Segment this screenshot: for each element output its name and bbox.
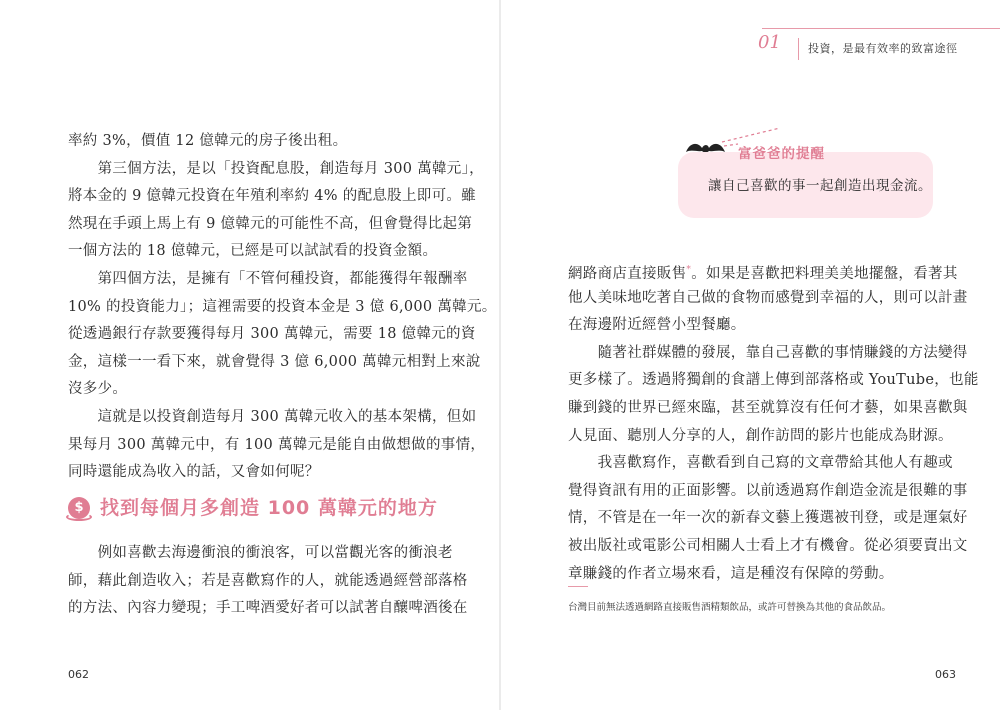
right-body-line: 他人美味地吃著自己做的食物而感覺到幸福的人，則可以計畫	[568, 289, 968, 306]
right-body-line: 情，不管是在一年一次的新春文藝上獲選被刊登，或是運氣好	[568, 510, 968, 527]
right-body-line: 人見面、聽別人分享的人，創作訪問的影片也能成為財源。	[568, 427, 953, 444]
left-body-line: 第四個方法，是擁有「不管何種投資，都能獲得年報酬率	[68, 271, 468, 287]
section-body-line: 師，藉此創造收入；若是喜歡寫作的人，就能透過經營部落格	[68, 572, 468, 589]
left-body-line: 這就是以投資創造每月 300 萬韓元收入的基本架構，但如	[68, 409, 477, 425]
tip-text: 讓自己喜歡的事一起創造出現金流。	[708, 178, 932, 194]
right-body-line: 章賺錢的作者立場來看，這是種沒有保障的勞動。	[568, 565, 894, 582]
chapter-title: 投資，是最有效率的致富途徑	[808, 42, 958, 55]
chapter-header-divider	[798, 38, 799, 60]
left-body-line: 沒多少。	[68, 381, 128, 398]
right-body-line: 被出版社或電影公司相關人士看上才有機會。從必須要賣出文	[568, 538, 968, 554]
chapter-number: 01	[758, 32, 781, 53]
left-body-line: 率約 3%，價值 12 億韓元的房子後出租。	[68, 133, 348, 149]
right-body-line: 我喜歡寫作，喜歡看到自己寫的文章帶給其他人有趣或	[568, 455, 953, 472]
left-body-line: 10% 的投資能力」；這裡需要的投資本金是 3 億 6,000 萬韓元。	[68, 298, 497, 315]
right-body-line: 更多樣了。透過將獨創的食譜上傳到部落格或 YouTube，也能	[568, 372, 979, 389]
footnote-text: 台灣目前無法透過網路直接販售酒精類飲品，或許可替換為其他的食品飲品。	[568, 602, 892, 613]
first-line-end: 。如果是喜歡把料理美美地擺盤，看著其	[691, 265, 958, 282]
money-bag-icon: $	[68, 497, 90, 519]
right-body-line: 賺到錢的世界已經來臨，甚至就算沒有任何才藝，如果喜歡與	[568, 400, 968, 416]
left-body-line: 同時還能成為收入的話，又會如何呢？	[68, 464, 320, 481]
left-body-line: 第三個方法，是以「投資配息股，創造每月 300 萬韓元」，	[68, 160, 484, 177]
left-body-line: 一個方法的 18 億韓元，已經是可以試試看的投資金額。	[68, 243, 438, 260]
left-body-line: 然現在手頭上馬上有 9 億韓元的可能性不高，但會覺得比起第	[68, 215, 473, 232]
section-heading: 找到每個月多創造 100 萬韓元的地方	[100, 497, 438, 519]
right-body-line: 覺得資訊有用的正面影響。以前透過寫作創造金流是很難的事	[568, 482, 968, 499]
page-number-right: 063	[935, 668, 956, 681]
left-body-line: 將本金的 9 億韓元投資在年殖利率約 4% 的配息股上即可。雖	[68, 188, 476, 205]
left-body-line: 從透過銀行存款要獲得每月 300 萬韓元，需要 18 億韓元的資	[68, 326, 476, 343]
left-body-line: 金，這樣一一看下來，就會覺得 3 億 6,000 萬韓元相對上來說	[68, 353, 481, 370]
right-body-line: 隨著社群媒體的發展，靠自己喜歡的事情賺錢的方法變得	[568, 344, 968, 361]
tip-label: 富爸爸的提醒	[738, 146, 825, 162]
footnote-rule	[568, 586, 588, 587]
section-body-line: 的方法、內容力變現；手工啤酒愛好者可以試著自釀啤酒後在	[68, 600, 468, 617]
section-body-line: 例如喜歡去海邊衝浪的衝浪客，可以當觀光客的衝浪老	[68, 545, 453, 561]
first-line-start: 網路商店直接販售	[568, 265, 687, 282]
footnote-marker: *	[686, 265, 692, 275]
left-body-line: 果每月 300 萬韓元中，有 100 萬韓元是能自由做想做的事情，	[68, 436, 486, 453]
money-bag-base	[66, 513, 92, 521]
right-body-line: 在海邊附近經營小型餐廳。	[568, 317, 746, 334]
chapter-header-rule	[762, 28, 1000, 29]
page-number-left: 062	[68, 668, 89, 681]
